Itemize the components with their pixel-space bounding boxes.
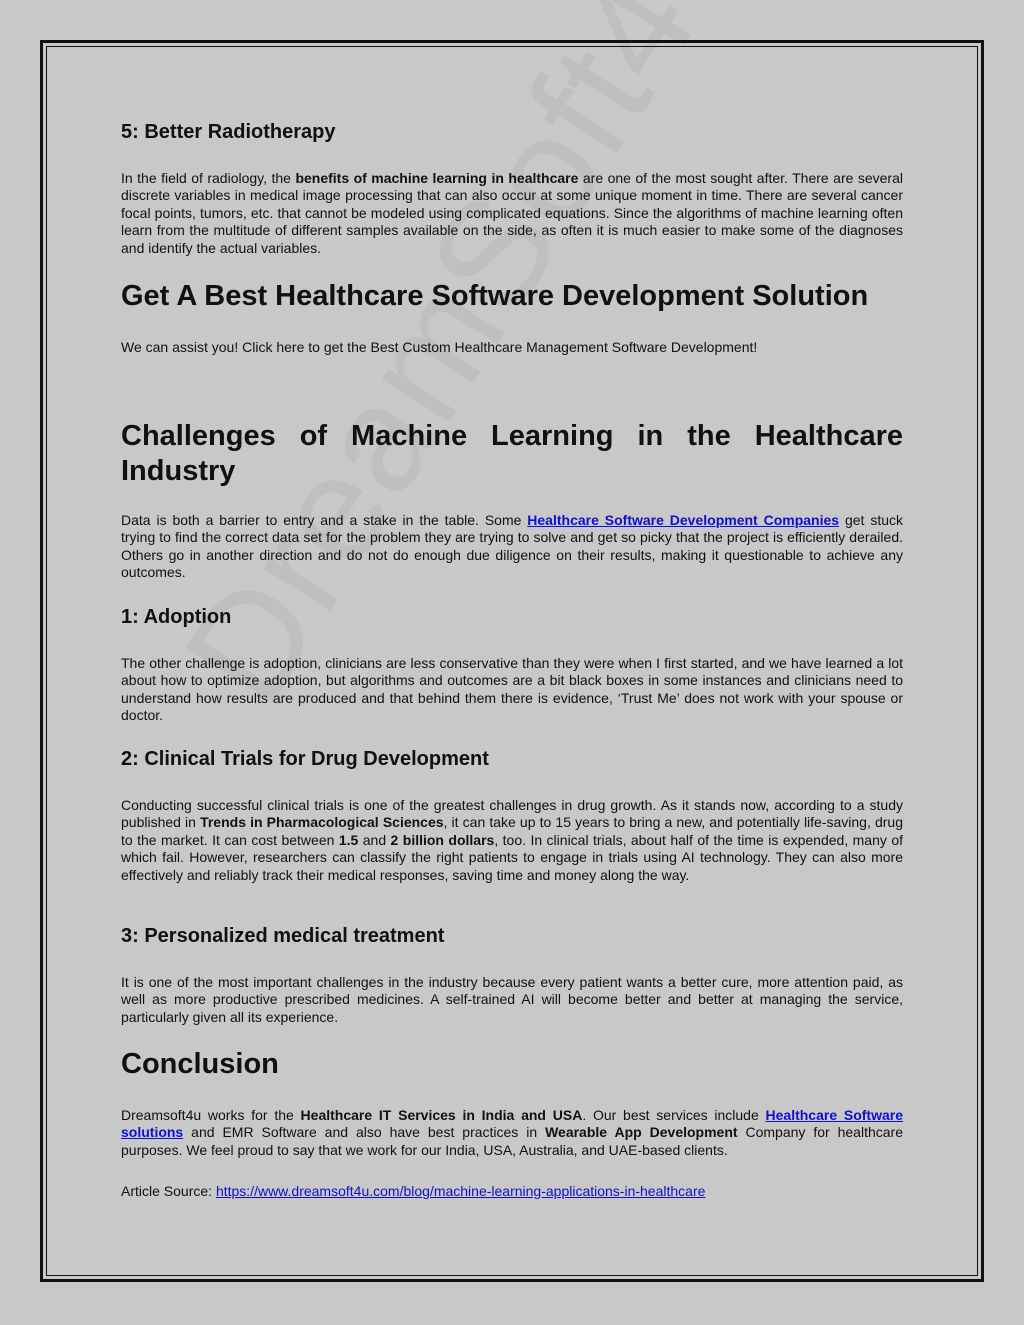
heading-cta: Get A Best Healthcare Software Development Solution (121, 280, 869, 312)
heading-personalized-treatment: 3: Personalized medical treatment (121, 925, 445, 947)
text-span: , too. In clinical trials, about half of the time is expended, many of which fail. However, researchers can classify the right patients to engage in trials using AI technology. They can also more effectively and reliably track their medical responses, saving time and money along the way. (121, 831, 903, 883)
paragraph-challenges (121, 512, 903, 582)
text-span: Dreamsoft4u works for the (121, 1107, 301, 1123)
text-span: . Our best services include (582, 1107, 766, 1123)
text-span: Conducting successful clinical trials is one of the greatest challenges in drug growth. As it stands now, according to a study published in (121, 797, 903, 831)
bold-phrase: 1.5 (338, 831, 359, 848)
heading-challenges-line2: Industry (121, 455, 236, 487)
text-span: are one of the most sought after. There are several discrete variables in medical image processing that can also occur at some unique moment in time. There are several cancer focal points, tumors, etc. that cannot be modeled using complicated equations. Since the algorithms of machine learning often learn from the multitude of different samples available on the side, as often it is much easier to make some of the diagnoses and identify the actual variables. (121, 170, 903, 256)
article-source-line (121, 1183, 903, 1200)
heading-better-radiotherapy: 5: Better Radiotherapy (121, 121, 336, 143)
bold-phrase: Wearable App Development (545, 1124, 738, 1141)
text-span: Company for healthcare purposes. We feel proud to say that we work for our India, USA, Australia, and UAE-based clients. (121, 1124, 903, 1158)
text-span: In the field of radiology, the (121, 170, 296, 186)
text-span: and EMR Software and also have best practices in (183, 1124, 546, 1141)
text-span: Data is both a barrier to entry and a stake in the table. Some (121, 512, 528, 528)
bold-phrase: Healthcare IT Services in India and USA (300, 1107, 583, 1123)
link-healthcare-software-solutions[interactable]: Healthcare Software solutions (121, 1107, 903, 1141)
bold-phrase: Trends in Pharmacological Sciences (200, 814, 444, 831)
paragraph-radiotherapy (121, 170, 903, 257)
text-span: and (358, 831, 391, 848)
bold-phrase: 2 billion dollars (390, 831, 495, 848)
bold-phrase: benefits of machine learning in healthcare (295, 170, 579, 186)
article-source-label: Article Source: (121, 1183, 216, 1199)
paragraph-conclusion (121, 1107, 903, 1159)
heading-clinical-trials: 2: Clinical Trials for Drug Development (121, 748, 489, 770)
heading-challenges-line1: Challenges of Machine Learning in the Healthcare (121, 420, 903, 452)
heading-adoption: 1: Adoption (121, 606, 232, 628)
heading-conclusion: Conclusion (121, 1048, 279, 1080)
paragraph-personalized-treatment: It is one of the most important challenges in the industry because every patient wants a better cure, more attention paid, as well as more productive prescribed medicines. A self-trained AI will become better and better at managing the service, particularly given all its experience. (121, 974, 903, 1025)
paragraph-cta: We can assist you! Click here to get the Best Custom Healthcare Management Software Development! (121, 339, 758, 355)
paragraph-adoption: The other challenge is adoption, clinicians are less conservative than they were when I first started, and we have learned a lot about how to optimize adoption, but algorithms and outcomes are a bit black boxes in some instances and clinicians need to understand how results are produced and that behind them there is evidence, ‘Trust Me’ does not work with your spouse or doctor. (121, 655, 903, 724)
text-span: , it can take up to 15 years to bring a new, and potentially life-saving, drug to the market. It can cost between (121, 814, 903, 848)
paragraph-clinical-trials (121, 797, 903, 884)
link-healthcare-software-development-companies[interactable]: Healthcare Software Development Companies (527, 512, 840, 528)
article-source-link[interactable]: https://www.dreamsoft4u.com/blog/machine-learning-applications-in-healthcare (215, 1183, 706, 1199)
text-span: get stuck trying to find the correct data set for the problem they are trying to solve and get so picky that the project is efficiently derailed. Others go in another direction and do not do enough due diligence on their results, making it questionable to achieve any outcomes. (121, 512, 903, 581)
